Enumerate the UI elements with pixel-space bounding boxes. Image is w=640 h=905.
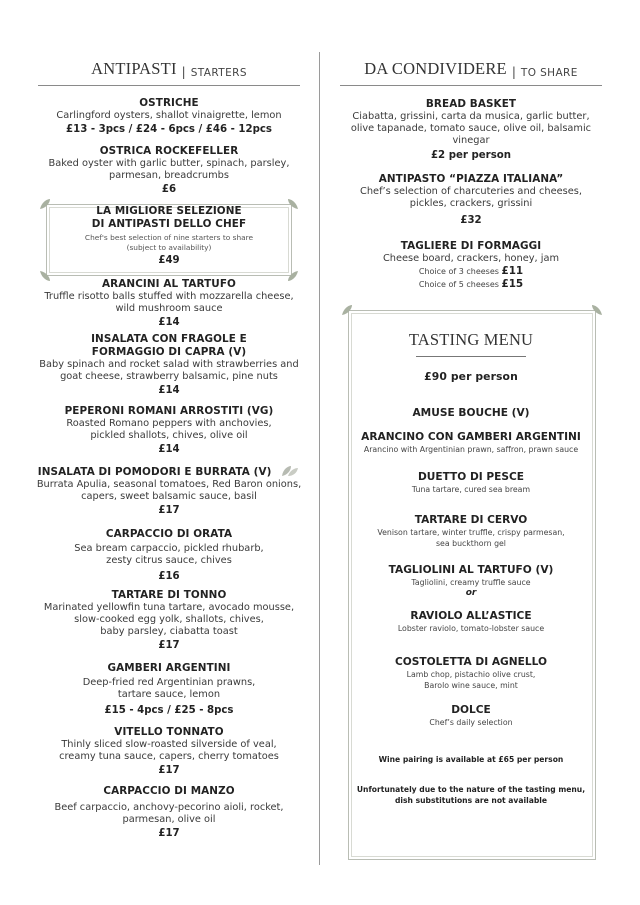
item-price: £17 — [158, 765, 180, 776]
item-price: £15 - 4pcs / £25 - 8pcs — [104, 705, 234, 716]
leaf-corner-icon — [340, 303, 354, 317]
menu-item-insalata-fragole — [24, 333, 314, 397]
item-name: ARANCINI AL TARTUFO — [102, 278, 236, 290]
substitution-notice — [326, 784, 616, 806]
item-desc: Cheese board, crackers, honey, jam — [382, 253, 560, 264]
wine-pairing-text: Wine pairing is available at £65 per person — [378, 755, 564, 764]
heading-separator: | — [511, 65, 516, 79]
item-desc: Deep-fried red Argentinian prawns, — [82, 677, 256, 688]
item-name: VITELLO TONNATO — [114, 726, 224, 738]
menu-item-burrata — [24, 465, 314, 517]
item-desc: Sea bream carpaccio, pickled rhubarb, — [74, 543, 264, 554]
item-price: £49 — [158, 255, 180, 266]
heading-main: DA CONDIVIDERE — [364, 59, 507, 78]
title-underline — [416, 356, 526, 357]
course-desc: Lamb chop, pistachio olive crust, — [406, 670, 536, 679]
item-price: £16 — [158, 571, 180, 582]
course-costoletta — [326, 655, 616, 691]
course-name: DOLCE — [451, 704, 491, 716]
leaf-corner-icon — [590, 303, 604, 317]
item-desc: capers, sweet balsamic sauce, basil — [81, 491, 257, 502]
or-separator: or — [465, 588, 477, 598]
course-desc: Tuna tartare, cured sea bream — [411, 485, 531, 494]
item-desc: Beef carpaccio, anchovy-pecorino aioli, rocket, — [54, 802, 284, 813]
item-price: £17 — [158, 505, 180, 516]
antipasti-heading — [38, 52, 300, 86]
item-name: PEPERONI ROMANI ARROSTITI (VG) — [64, 405, 274, 417]
item-price: £14 — [158, 385, 180, 396]
share-column — [340, 52, 602, 852]
item-desc: parmesan, breadcrumbs — [109, 170, 229, 181]
antipasti-column — [38, 52, 300, 852]
course-name: RAVIOLO ALL’ASTICE — [410, 610, 532, 622]
heading-main: ANTIPASTI — [91, 59, 177, 78]
item-price: £17 — [158, 828, 180, 839]
tasting-price: £90 per person — [424, 370, 518, 383]
item-desc: parmesan, olive oil — [122, 814, 216, 825]
item-name: BREAD BASKET — [425, 98, 517, 110]
item-desc: zesty citrus sauce, chives — [106, 555, 232, 566]
course-desc: Venison tartare, winter truffle, crispy parmesan, — [377, 528, 565, 537]
item-price: £14 — [158, 317, 180, 328]
cheese-choice-5 — [326, 278, 616, 291]
leaf-icon — [280, 465, 300, 477]
item-desc: baby parsley, ciabatta toast — [100, 626, 238, 637]
menu-item-chef-selection — [24, 205, 314, 267]
item-desc: Roasted Romano peppers with anchovies, — [66, 418, 272, 429]
item-desc: olive tapanade, tomato sauce, olive oil, balsamic — [350, 123, 592, 134]
column-divider — [319, 52, 320, 865]
item-desc: creamy tuna sauce, capers, cherry tomatoes — [59, 751, 279, 762]
wine-pairing-note — [326, 754, 616, 765]
choice-price: £11 — [501, 265, 524, 277]
course-desc: sea buckthorn gel — [436, 539, 506, 548]
item-name: DI ANTIPASTI DELLO CHEF — [91, 218, 247, 230]
cheese-choice-3 — [326, 265, 616, 278]
item-name: FORMAGGIO DI CAPRA (V) — [91, 346, 247, 358]
menu-item-tagliere — [326, 240, 616, 291]
heading-sub: STARTERS — [190, 67, 247, 79]
item-price: £6 — [161, 184, 177, 195]
menu-item-vitello — [24, 726, 314, 777]
choice-label: Choice of 5 cheeses — [418, 280, 499, 289]
course-arancino — [326, 430, 616, 455]
item-price: £13 - 3pcs / £24 - 6pcs / £46 - 12pcs — [66, 124, 272, 135]
item-name: INSALATA DI POMODORI E BURRATA (V) — [37, 466, 272, 478]
item-name-row — [24, 465, 314, 479]
item-name: TARTARE DI TONNO — [111, 589, 227, 601]
menu-item-antipasto-piazza — [326, 173, 616, 227]
course-desc: Barolo wine sauce, mint — [424, 681, 518, 690]
item-price: £14 — [158, 444, 180, 455]
menu-item-bread-basket — [326, 98, 616, 162]
course-tartare-cervo — [326, 513, 616, 549]
course-amuse-bouche — [326, 406, 616, 420]
item-name: CARPACCIO DI MANZO — [103, 785, 235, 797]
item-desc: Chef's best selection of nine starters to share — [84, 233, 254, 242]
item-name: TAGLIERE DI FORMAGGI — [400, 240, 542, 252]
course-dolce — [326, 703, 616, 728]
tasting-menu-title: TASTING MENU — [408, 330, 534, 349]
course-desc: Tagliolini, creamy truffle sauce — [411, 578, 531, 587]
item-desc: Chef’s selection of charcuteries and cheeses, — [360, 186, 582, 197]
course-name: DUETTO DI PESCE — [417, 471, 525, 483]
item-desc: pickles, crackers, grissini — [409, 198, 533, 209]
menu-item-gamberi — [24, 662, 314, 717]
item-desc: (subject to availability) — [126, 243, 212, 252]
choice-price: £15 — [501, 278, 524, 290]
item-desc: Baked oyster with garlic butter, spinach, parsley, — [48, 158, 290, 169]
menu-item-carpaccio-manzo — [24, 785, 314, 840]
notice-line: dish substitutions are not available — [394, 796, 548, 805]
menu-item-ostrica-rockefeller — [24, 145, 314, 196]
item-price: £17 — [158, 640, 180, 651]
course-name: TARTARE DI CERVO — [414, 514, 528, 526]
share-heading — [340, 52, 602, 86]
course-desc: Chef’s daily selection — [429, 718, 513, 727]
course-desc: Lobster raviolo, tomato-lobster sauce — [397, 624, 545, 633]
item-desc: Carlingford oysters, shallot vinaigrette, lemon — [56, 110, 282, 121]
course-name: TAGLIOLINI AL TARTUFO (V) — [388, 564, 554, 576]
item-desc: pickled shallots, chives, olive oil — [90, 430, 248, 441]
item-desc: goat cheese, strawberry balsamic, pine nuts — [60, 371, 278, 382]
item-desc: Truffle risotto balls stuffed with mozzarella cheese, — [44, 291, 294, 302]
course-duetto — [326, 470, 616, 495]
item-name: LA MIGLIORE SELEZIONE — [96, 205, 242, 217]
item-desc: Ciabatta, grissini, carta da musica, garlic butter, — [352, 111, 590, 122]
heading-separator: | — [181, 65, 186, 79]
item-desc: Baby spinach and rocket salad with strawberries and — [39, 359, 299, 370]
tasting-menu-header — [326, 330, 616, 383]
item-name: OSTRICA ROCKEFELLER — [99, 145, 239, 157]
item-desc: Thinly sliced slow-roasted silverside of veal, — [61, 739, 277, 750]
item-price: £2 per person — [430, 150, 512, 161]
course-raviolo — [326, 609, 616, 634]
course-name: COSTOLETTA DI AGNELLO — [395, 656, 547, 668]
course-desc: Arancino with Argentinian prawn, saffron, prawn sauce — [363, 445, 579, 454]
heading-sub: TO SHARE — [520, 67, 578, 79]
item-desc: vinegar — [452, 135, 490, 146]
menu-item-carpaccio-orata — [24, 528, 314, 583]
item-price: £32 — [460, 215, 482, 226]
item-name: INSALATA CON FRAGOLE E — [91, 333, 247, 345]
course-name: AMUSE BOUCHE (V) — [412, 407, 530, 419]
item-desc: wild mushroom sauce — [115, 303, 223, 314]
item-name: ANTIPASTO “PIAZZA ITALIANA” — [378, 173, 564, 185]
menu-item-peperoni — [24, 405, 314, 456]
item-name: CARPACCIO DI ORATA — [105, 528, 233, 540]
course-tagliolini — [326, 563, 616, 598]
item-desc: tartare sauce, lemon — [117, 689, 221, 700]
menu-item-arancini — [24, 278, 314, 329]
item-desc: Burrata Apulia, seasonal tomatoes, Red Baron onions, — [36, 479, 302, 490]
choice-label: Choice of 3 cheeses — [418, 267, 499, 276]
course-name: ARANCINO CON GAMBERI ARGENTINI — [361, 431, 581, 443]
item-name: GAMBERI ARGENTINI — [107, 662, 231, 674]
item-name: OSTRICHE — [139, 97, 199, 109]
menu-item-ostriche — [24, 97, 314, 136]
item-desc: slow-cooked egg yolk, shallots, chives, — [74, 614, 264, 625]
item-desc: Marinated yellowfin tuna tartare, avocado mousse, — [43, 602, 295, 613]
menu-item-tartare-tonno — [24, 589, 314, 652]
notice-line: Unfortunately due to the nature of the tasting menu, — [356, 785, 586, 794]
